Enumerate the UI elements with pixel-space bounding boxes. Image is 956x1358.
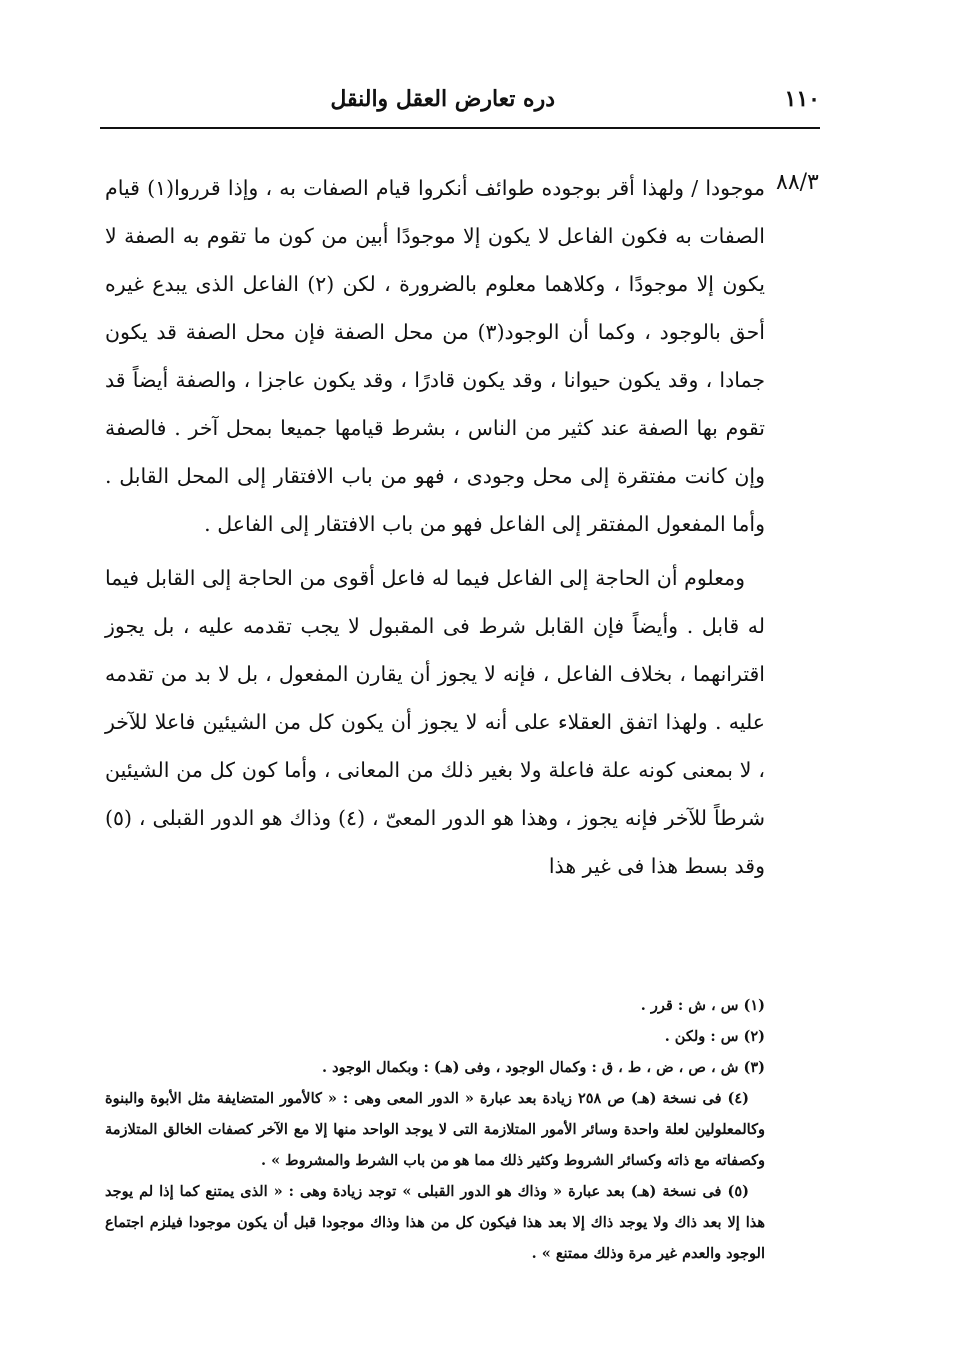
footnote-2: (٢) س : ولكن .	[664, 1028, 765, 1045]
page-number: ١١٠	[784, 86, 820, 112]
footnotes	[105, 990, 765, 1269]
main-text	[105, 164, 765, 890]
footnote-1: (١) س ، ش : قرر .	[640, 997, 765, 1014]
footnote-5: (٥) فى نسخة (هـ) بعد عبارة « وذاك هو الدور القبلى » توجد زيادة وهى : « الذى يمتنع كما إذا لم يوجد هذا إلا بعد ذاك ولا يوجد ذاك إلا بعد هذا فيكون كل من هذا وذاك موجودا قبل أن يكون موجودا فيلزم اجتماع الوجود والعدم غير مرة وذلك ممتنع » .	[105, 1183, 765, 1262]
paragraph-1: موجودا / ولهذا أقر بوجوده طوائف أنكروا قيام الصفات به ، وإذا قرروا(١) قيام الصفات به فكون الفاعل لا يكون إلا موجودًا أبين من كون ما تقوم به الصفة لا يكون إلا موجودًا ، وكلاهما معلوم بالضرورة ، لكن (٢) الفاعل الذى يبدع غيره أحق بالوجود ، وكما أن الوجود(٣) من محل الصفة فإن محل الصفة قد يكون جمادا ، وقد يكون حيوانا ، وقد يكون قادرًا ، وقد يكون عاجزا ، والصفة أيضاً قد تقوم بها الصفة عند كثير من الناس ، بشرط قيامها جميعا بمحل آخر . فالصفة وإن كانت مفتقرة إلى محل وجودى ، فهو من باب الافتقار إلى المحل القابل . وأما المفعول المفتقر إلى الفاعل فهو من باب الافتقار إلى الفاعل .	[105, 176, 766, 536]
footnote-4: (٤) فى نسخة (هـ) ص ٢٥٨ زيادة بعد عبارة « الدور المعى وهى : « كالأمور المتضايفة مثل الأبوة والبنوة وكالمعلولين لعلة واحدة وسائر الأمور المتلازمة التى لا يوجد الواحد منها إلا مع الآخر كصفات الخالق المتلازمة وكصفاته مع ذاته وكسائر الشروط وكثير ذلك مما هو من باب الشرط والمشروط » .	[105, 1090, 765, 1169]
paragraph-2: ومعلوم أن الحاجة إلى الفاعل فيما له فاعل أقوى من الحاجة إلى القابل فيما له قابل . وأيضاً فإن القابل شرط فى المقبول لا يجب تقدمه عليه ، بل يجوز اقترانهما ، بخلاف الفاعل ، فإنه لا يجوز أن يقارن المفعول ، بل لا بد من تقدمه عليه . ولهذا اتفق العقلاء على أنه لا يجوز أن يكون كل من الشيئين فاعلا للآخر ، لا بمعنى كونه علة فاعلة ولا بغير ذلك من المعانى ، وأما كون كل من الشيئين شرطاً للآخر فإنه يجوز ، وهذا هو الدور المعىّ ، (٤) وذاك هو الدور القبلى ، (٥) وقد بسط هذا فى غير هذا	[105, 566, 765, 878]
page-header	[100, 80, 820, 120]
header-rule	[100, 127, 820, 129]
margin-reference: ٨٨/٣	[776, 170, 819, 195]
running-title: دره تعارض العقل والنقل	[330, 86, 555, 112]
footnote-3: (٣) ش ، ص ، ض ، ط ، ق : وكمال الوجود ، وفى (هـ) : وبكمال الوجود .	[322, 1059, 765, 1076]
